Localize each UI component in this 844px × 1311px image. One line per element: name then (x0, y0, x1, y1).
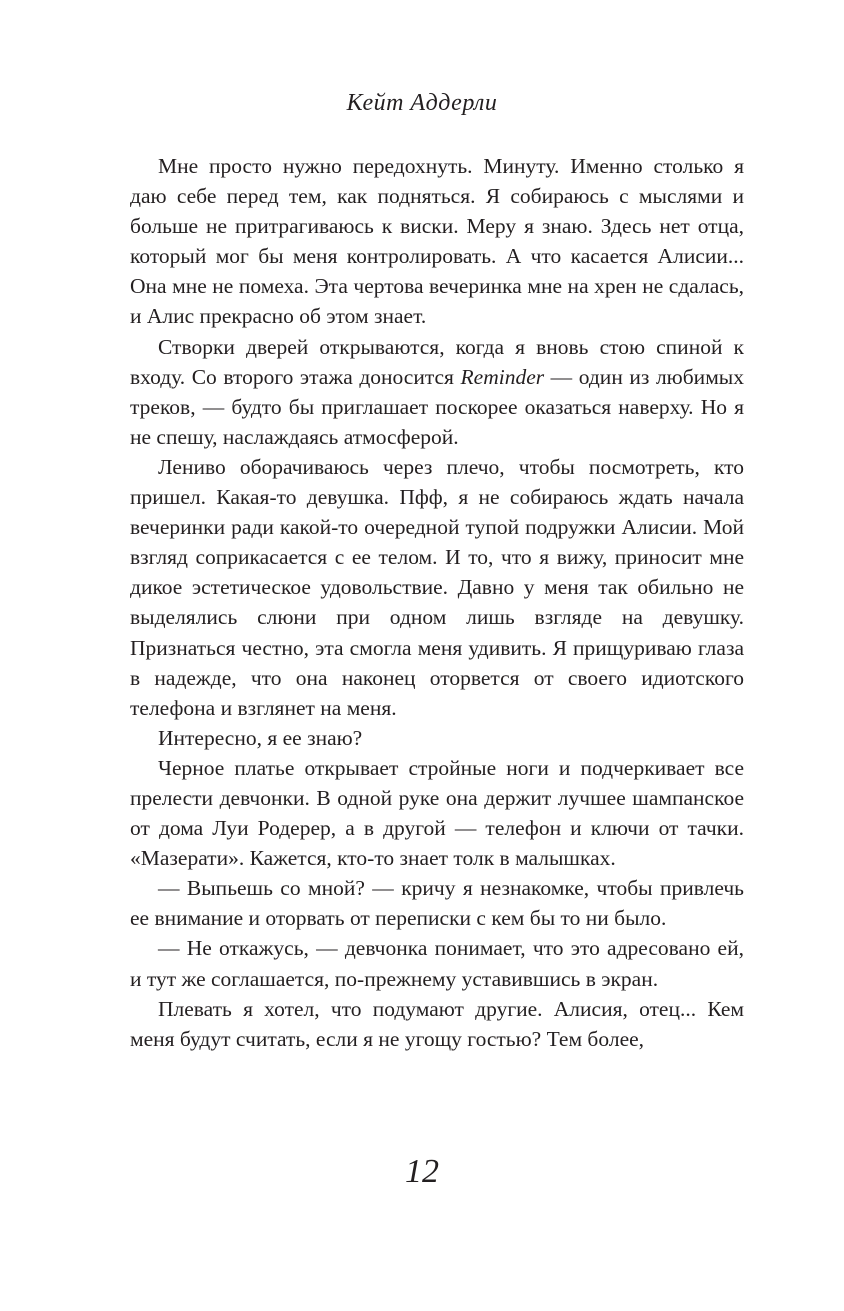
song-title: Reminder (460, 364, 545, 389)
paragraph (130, 332, 744, 452)
running-head-author: Кейт Аддерли (346, 90, 498, 116)
dialogue-paragraph: — Выпьешь со мной? — кричу я незнакомке, чтобы привлечь ее внимание и оторвать от переписки с кем бы то ни было. (130, 876, 744, 931)
body-text (130, 151, 744, 1054)
paragraph-text: Створки дверей открываются, когда я вновь стою спиной к входу. Со второго этажа доносится (130, 334, 744, 389)
paragraph: Черное платье открывает стройные ноги и подчеркивает все прелести девчонки. В одной руке она держит лучшее шампанское от дома Луи Родерер, а в другой — телефон и ключи от тачки. «Мазерати». Кажется, кто-то знает толк в малышках. (130, 755, 744, 871)
paragraph: Лениво оборачиваюсь через плечо, чтобы посмотреть, кто пришел. Какая-то девушка. Пфф, я не собираюсь ждать начала вечеринки ради какой-то очередной тупой подружки Алисии. Мой взгляд соприкасается с ее телом. И то, что я вижу, приносит мне дикое эстетическое удовольствие. Давно у меня так обильно не выделялись слюни при одном лишь взгляде на девушку. Признаться честно, эта смогла меня удивить. Я прищуриваю глаза в надежде, что она наконец оторвется от своего идиотского телефона и взглянет на меня. (130, 454, 744, 720)
paragraph: Интересно, я ее знаю? (158, 725, 363, 750)
page-number: 12 (405, 1153, 439, 1190)
paragraph: Плевать я хотел, что подумают другие. Алисия, отец... Кем меня будут считать, если я не угощу гостью? Тем более, (130, 996, 744, 1051)
paragraph: Мне просто нужно передохнуть. Минуту. Именно столько я даю себе перед тем, как подняться. Я собираюсь с мыслями и больше не притрагиваюсь к виски. Меру я знаю. Здесь нет отца, который мог бы меня контролировать. А что касается Алисии... Она мне не помеха. Эта чертова вечеринка мне на хрен не сдалась, и Алис прекрасно об этом знает. (130, 154, 744, 329)
paragraph-text: — один из любимых треков, — будто бы приглашает поскорее оказаться наверху. Но я не спешу, наслаждаясь атмосферой. (130, 364, 744, 449)
dialogue-paragraph: — Не откажусь, — девчонка понимает, что это адресовано ей, и тут же соглашается, по-прежнему уставившись в экран. (130, 936, 744, 991)
